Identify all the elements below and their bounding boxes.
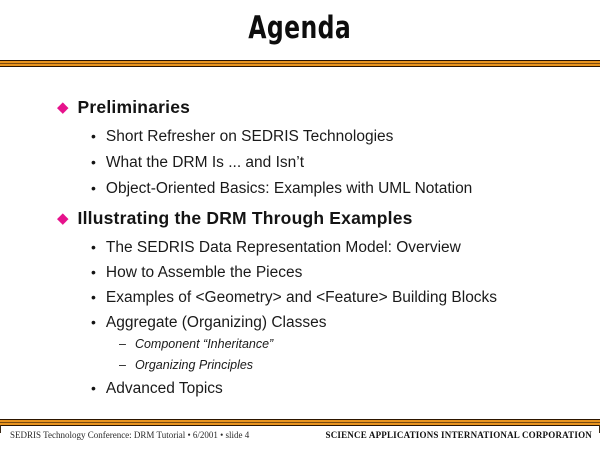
diamond-bullet-icon: ◆ [57,210,69,227]
dot-bullet-icon: • [91,154,96,170]
outline-heading-label: Illustrating the DRM Through Examples [77,208,413,228]
outline-heading-illustrating-drm [57,207,600,231]
outline-item [91,179,600,198]
footer-divider-rule [0,419,600,426]
agenda-outline [0,88,600,398]
footer-conference-info: SEDRIS Technology Conference: DRM Tutorial • 6/2001 • slide 4 [10,430,250,440]
outline-item-label: Aggregate (Organizing) Classes [105,314,327,331]
outline-item [91,238,600,257]
slide-title-text: Agenda [248,10,352,46]
dot-bullet-icon: • [91,289,96,305]
dot-bullet-icon: • [91,314,96,330]
outline-heading-preliminaries [57,96,600,120]
outline-item-label: Examples of <Geometry> and <Feature> Building Blocks [105,289,498,306]
outline-item [91,313,600,332]
outline-item [91,153,600,172]
dot-bullet-icon: • [91,180,96,196]
dot-bullet-icon: • [91,264,96,280]
outline-item [91,263,600,282]
outline-item [91,288,600,307]
outline-subitem [119,358,600,373]
dot-bullet-icon: • [91,380,96,396]
diamond-bullet-icon: ◆ [57,99,69,116]
footer-company-name: SCIENCE APPLICATIONS INTERNATIONAL CORPORATION [325,430,592,440]
outline-item-label: Short Refresher on SEDRIS Technologies [105,128,394,145]
dot-bullet-icon: • [91,128,96,144]
outline-item-label: Advanced Topics [105,380,223,397]
title-divider-rule [0,60,600,67]
outline-item-label: How to Assemble the Pieces [105,264,303,281]
outline-item-label: The SEDRIS Data Representation Model: Overview [105,239,461,256]
slide-title [0,11,600,45]
outline-item [91,127,600,146]
outline-item-label: What the DRM Is ... and Isn’t [105,154,305,171]
outline-subitem [119,337,600,352]
outline-item-label: Object-Oriented Basics: Examples with UML Notation [105,180,473,197]
outline-item [91,379,600,398]
slide-left-edge-tick [0,425,1,433]
dash-bullet-icon: – [119,337,126,351]
dash-bullet-icon: – [119,358,126,372]
outline-subitem-label: Component “Inheritance” [134,337,274,351]
dot-bullet-icon: • [91,239,96,255]
outline-subitem-label: Organizing Principles [134,358,254,372]
outline-heading-label: Preliminaries [77,97,191,117]
